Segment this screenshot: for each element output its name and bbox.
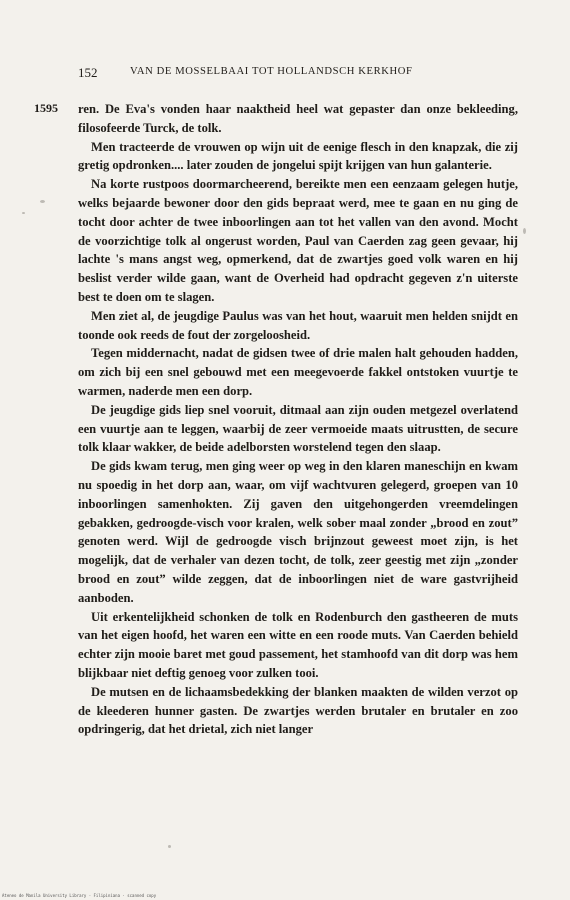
running-head: VAN DE MOSSELBAAI TOT HOLLANDSCH KERKHOF [130,66,413,77]
page-header [78,65,518,83]
paragraph: De jeugdige gids liep snel vooruit, ditmaal aan zijn ouden metgezel overlatend een vuurtje aan te leggen, waarbij de zeer vermoeide maats uitrustten, de secure tolk klaar wakker, de beide adelborsten worstelend tegen den slaap. [78,402,518,455]
body-text [78,100,518,739]
page-number: 152 [78,65,98,80]
paragraph: Men tracteerde de vrouwen op wijn uit de eenige flesch in den knapzak, die zij gretig opdronken.... later zouden de jongelui spijt krijgen van hun galanterie. [78,139,518,173]
paper-speck [168,845,171,848]
paragraph: Uit erkentelijkheid schonken de tolk en Rodenburch den gastheeren de muts van het eigen hoofd, het waren een witte en een roode muts. Van Caerden behield echter zijn mooie baret met goud passement, het stamhoofd van dit dorp was hem blijkbaar niet deftig genoeg voor zulken tooi. [78,609,518,680]
paper-speck [40,200,45,203]
paragraph: Tegen middernacht, nadat de gidsen twee of drie malen halt gehouden hadden, om zich bij een snel gebouwd met een meegevoerde fakkel ontstoken vuurtje te warmen, naderde men een dorp. [78,346,518,398]
margin-year: 1595 [34,101,58,115]
scan-footer: Ateneo de Manila University Library · Filipiniana · scanned copy [2,893,157,898]
paper-speck [22,212,25,214]
paper-speck [523,228,526,234]
paragraph: Na korte rustpoos doormarcheerend, bereikte men een eenzaam gelegen hutje, welks bejaarde bewoner door den gids bepraat werd, mee te gaan en nu ging de tocht door achter de twee inboorlingen aan tot het vallen van den avond. Mocht de voorzichtige tolk al ongerust worden, Paul van Caerden zag geen gevaar, hij lachte 's mans angst weg, opmerkend, dat de zwartjes goed volk waren en hij beslist verder wilde gaan, want de Overheid had opdracht gegeven z'n uiterste best te doen om te slagen. [78,177,518,304]
paragraph: Men ziet al, de jeugdige Paulus was van het hout, waaruit men helden snijdt en toonde ook reeds de fout der zorgeloosheid. [78,308,518,342]
paragraph: ren. De Eva's vonden haar naaktheid heel wat gepaster dan onze bekleeding, filosofeerde Turck, de tolk. [78,102,518,135]
paragraph: De gids kwam terug, men ging weer op weg in den klaren maneschijn en kwam nu spoedig in het dorp aan, waar, om vijf wachtvuren gelegerd, groepen van 10 inboorlingen samenhokten. Zij gaven den uitgehongerden vreemdelingen gebakken, gedroogde-visch voor kralen, welk sober maal zonder „brood en zout” genoten werd. Wijl de gedroogde visch brijnzout geweest moet zijn, is het mogelijk, dat de verhaler van dezen tocht, de tolk, zeer geestig met zijn „zonder brood en zout” wilde zeggen, dat de inboorlingen niet de ware gastvrijheid aanboden. [78,459,518,605]
paragraph: De mutsen en de lichaamsbedekking der blanken maakten de wilden verzot op de kleederen hunner gasten. De zwartjes werden brutaler en brutaler en zoo opdringerig, dat het drietal, zich niet langer [78,684,518,737]
